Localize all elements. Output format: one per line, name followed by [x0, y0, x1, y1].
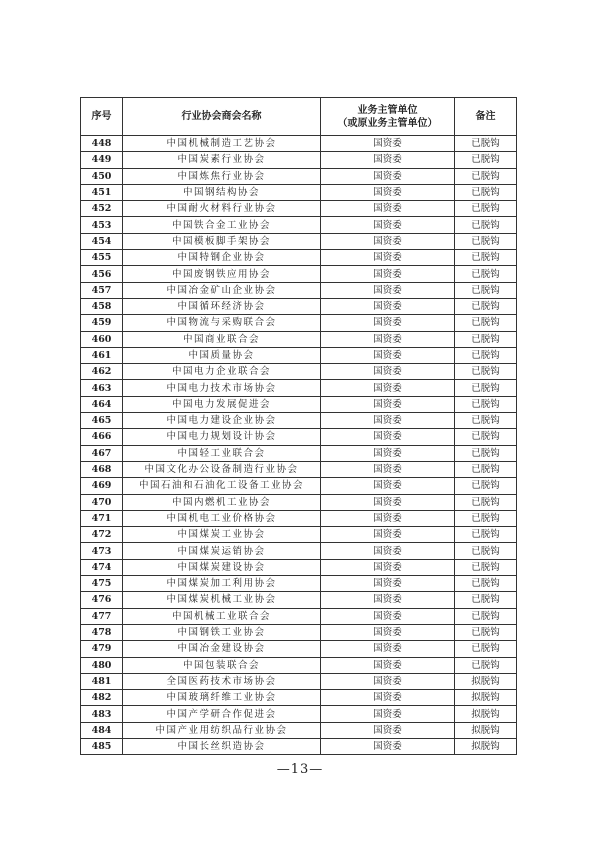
cell-authority: 国资委 [321, 184, 455, 200]
cell-seq: 473 [81, 543, 123, 559]
cell-authority: 国资委 [321, 315, 455, 331]
table-row [81, 445, 517, 461]
cell-name: 中国长丝织造协会 [123, 738, 321, 754]
cell-seq: 465 [81, 413, 123, 429]
cell-name: 中国包装联合会 [123, 657, 321, 673]
cell-name: 中国质量协会 [123, 347, 321, 363]
cell-authority: 国资委 [321, 510, 455, 526]
cell-name: 中国炼焦行业协会 [123, 168, 321, 184]
cell-note: 已脱钩 [455, 413, 517, 429]
cell-seq: 452 [81, 201, 123, 217]
cell-seq: 480 [81, 657, 123, 673]
cell-note: 拟脱钩 [455, 722, 517, 738]
cell-note: 已脱钩 [455, 136, 517, 152]
header-name: 行业协会商会名称 [123, 98, 321, 136]
table-row [81, 527, 517, 543]
cell-note: 已脱钩 [455, 331, 517, 347]
cell-seq: 468 [81, 461, 123, 477]
cell-note: 已脱钩 [455, 543, 517, 559]
cell-name: 中国机电工业价格协会 [123, 510, 321, 526]
cell-name: 中国循环经济协会 [123, 298, 321, 314]
cell-name: 中国煤炭建设协会 [123, 559, 321, 575]
cell-seq: 477 [81, 608, 123, 624]
cell-seq: 482 [81, 690, 123, 706]
cell-name: 中国电力技术市场协会 [123, 380, 321, 396]
cell-name: 中国煤炭机械工业协会 [123, 592, 321, 608]
cell-note: 已脱钩 [455, 461, 517, 477]
cell-note: 已脱钩 [455, 298, 517, 314]
cell-note: 已脱钩 [455, 396, 517, 412]
table-row [81, 624, 517, 640]
cell-name: 中国煤炭运销协会 [123, 543, 321, 559]
cell-authority: 国资委 [321, 282, 455, 298]
cell-note: 已脱钩 [455, 624, 517, 640]
cell-name: 中国文化办公设备制造行业协会 [123, 461, 321, 477]
cell-authority: 国资委 [321, 543, 455, 559]
cell-authority: 国资委 [321, 380, 455, 396]
cell-authority: 国资委 [321, 657, 455, 673]
cell-seq: 456 [81, 266, 123, 282]
cell-note: 已脱钩 [455, 266, 517, 282]
header-seq: 序号 [81, 98, 123, 136]
cell-seq: 449 [81, 152, 123, 168]
cell-authority: 国资委 [321, 266, 455, 282]
cell-note: 已脱钩 [455, 608, 517, 624]
cell-note: 已脱钩 [455, 184, 517, 200]
cell-name: 中国冶金矿山企业协会 [123, 282, 321, 298]
cell-seq: 483 [81, 706, 123, 722]
cell-authority: 国资委 [321, 201, 455, 217]
table-row [81, 543, 517, 559]
cell-name: 中国物流与采购联合会 [123, 315, 321, 331]
table-row [81, 429, 517, 445]
cell-authority: 国资委 [321, 429, 455, 445]
cell-authority: 国资委 [321, 364, 455, 380]
cell-name: 中国玻璃纤维工业协会 [123, 690, 321, 706]
cell-authority: 国资委 [321, 722, 455, 738]
cell-name: 中国石油和石油化工设备工业协会 [123, 478, 321, 494]
cell-name: 中国产业用纺织品行业协会 [123, 722, 321, 738]
cell-authority: 国资委 [321, 347, 455, 363]
table-row [81, 461, 517, 477]
header-authority [321, 98, 455, 136]
cell-name: 中国商业联合会 [123, 331, 321, 347]
table-row [81, 380, 517, 396]
table-row [81, 184, 517, 200]
cell-authority: 国资委 [321, 413, 455, 429]
header-authority-line1: 业务主管单位 [357, 104, 418, 116]
cell-note: 已脱钩 [455, 559, 517, 575]
cell-seq: 471 [81, 510, 123, 526]
cell-name: 中国产学研合作促进会 [123, 706, 321, 722]
cell-seq: 464 [81, 396, 123, 412]
cell-seq: 454 [81, 233, 123, 249]
table-row [81, 478, 517, 494]
table-row [81, 738, 517, 754]
cell-note: 拟脱钩 [455, 706, 517, 722]
cell-note: 已脱钩 [455, 364, 517, 380]
table-header-row [81, 98, 517, 136]
cell-authority: 国资委 [321, 217, 455, 233]
cell-name: 中国煤炭加工利用协会 [123, 576, 321, 592]
table-row [81, 706, 517, 722]
table-row [81, 690, 517, 706]
cell-note: 已脱钩 [455, 250, 517, 266]
table-row [81, 233, 517, 249]
table-row [81, 722, 517, 738]
cell-authority: 国资委 [321, 738, 455, 754]
cell-seq: 451 [81, 184, 123, 200]
association-table [80, 97, 517, 755]
cell-note: 已脱钩 [455, 315, 517, 331]
cell-seq: 485 [81, 738, 123, 754]
cell-note: 拟脱钩 [455, 690, 517, 706]
cell-seq: 472 [81, 527, 123, 543]
cell-note: 已脱钩 [455, 494, 517, 510]
cell-note: 已脱钩 [455, 282, 517, 298]
cell-authority: 国资委 [321, 445, 455, 461]
cell-seq: 463 [81, 380, 123, 396]
cell-name: 中国电力企业联合会 [123, 364, 321, 380]
cell-name: 中国特钢企业协会 [123, 250, 321, 266]
cell-note: 已脱钩 [455, 510, 517, 526]
cell-name: 中国机械工业联合会 [123, 608, 321, 624]
table-row [81, 168, 517, 184]
cell-name: 中国电力建设企业协会 [123, 413, 321, 429]
header-note: 备注 [455, 98, 517, 136]
table-row [81, 592, 517, 608]
table-row [81, 608, 517, 624]
cell-seq: 479 [81, 641, 123, 657]
cell-note: 已脱钩 [455, 168, 517, 184]
cell-authority: 国资委 [321, 461, 455, 477]
cell-seq: 481 [81, 673, 123, 689]
cell-name: 中国钢铁工业协会 [123, 624, 321, 640]
table-row [81, 494, 517, 510]
cell-authority: 国资委 [321, 152, 455, 168]
cell-seq: 470 [81, 494, 123, 510]
cell-name: 中国耐火材料行业协会 [123, 201, 321, 217]
table-row [81, 217, 517, 233]
cell-note: 已脱钩 [455, 152, 517, 168]
cell-note: 已脱钩 [455, 380, 517, 396]
cell-note: 已脱钩 [455, 641, 517, 657]
cell-authority: 国资委 [321, 396, 455, 412]
cell-name: 中国炭素行业协会 [123, 152, 321, 168]
cell-name: 中国废钢铁应用协会 [123, 266, 321, 282]
table-row [81, 510, 517, 526]
table-row [81, 559, 517, 575]
cell-name: 全国医药技术市场协会 [123, 673, 321, 689]
cell-note: 已脱钩 [455, 527, 517, 543]
page-number: —13— [276, 762, 324, 777]
cell-authority: 国资委 [321, 592, 455, 608]
cell-authority: 国资委 [321, 559, 455, 575]
table-row [81, 673, 517, 689]
cell-name: 中国冶金建设协会 [123, 641, 321, 657]
cell-name: 中国内燃机工业协会 [123, 494, 321, 510]
cell-seq: 460 [81, 331, 123, 347]
cell-seq: 474 [81, 559, 123, 575]
table-row [81, 201, 517, 217]
table-row [81, 347, 517, 363]
cell-authority: 国资委 [321, 673, 455, 689]
table-row [81, 657, 517, 673]
cell-authority: 国资委 [321, 233, 455, 249]
cell-seq: 457 [81, 282, 123, 298]
table-row [81, 331, 517, 347]
cell-authority: 国资委 [321, 690, 455, 706]
cell-authority: 国资委 [321, 136, 455, 152]
cell-seq: 467 [81, 445, 123, 461]
cell-authority: 国资委 [321, 608, 455, 624]
cell-seq: 458 [81, 298, 123, 314]
cell-note: 拟脱钩 [455, 738, 517, 754]
cell-authority: 国资委 [321, 250, 455, 266]
cell-seq: 450 [81, 168, 123, 184]
cell-authority: 国资委 [321, 706, 455, 722]
cell-name: 中国模板脚手架协会 [123, 233, 321, 249]
cell-seq: 475 [81, 576, 123, 592]
table-row [81, 282, 517, 298]
cell-seq: 466 [81, 429, 123, 445]
cell-authority: 国资委 [321, 624, 455, 640]
cell-seq: 484 [81, 722, 123, 738]
table-row [81, 250, 517, 266]
cell-note: 已脱钩 [455, 233, 517, 249]
table-row [81, 152, 517, 168]
cell-note: 已脱钩 [455, 576, 517, 592]
cell-note: 拟脱钩 [455, 673, 517, 689]
table-row [81, 396, 517, 412]
cell-authority: 国资委 [321, 298, 455, 314]
cell-name: 中国电力规划设计协会 [123, 429, 321, 445]
cell-seq: 455 [81, 250, 123, 266]
table-body [81, 136, 517, 755]
table-row [81, 413, 517, 429]
cell-seq: 469 [81, 478, 123, 494]
cell-authority: 国资委 [321, 494, 455, 510]
table-row [81, 576, 517, 592]
cell-note: 已脱钩 [455, 217, 517, 233]
cell-seq: 461 [81, 347, 123, 363]
cell-note: 已脱钩 [455, 429, 517, 445]
cell-authority: 国资委 [321, 527, 455, 543]
cell-name: 中国机械制造工艺协会 [123, 136, 321, 152]
table-row [81, 136, 517, 152]
cell-authority: 国资委 [321, 576, 455, 592]
cell-seq: 476 [81, 592, 123, 608]
cell-note: 已脱钩 [455, 445, 517, 461]
cell-seq: 459 [81, 315, 123, 331]
cell-note: 已脱钩 [455, 657, 517, 673]
table-row [81, 364, 517, 380]
cell-seq: 453 [81, 217, 123, 233]
table-row [81, 315, 517, 331]
cell-authority: 国资委 [321, 641, 455, 657]
cell-name: 中国轻工业联合会 [123, 445, 321, 461]
cell-name: 中国电力发展促进会 [123, 396, 321, 412]
cell-seq: 478 [81, 624, 123, 640]
cell-seq: 462 [81, 364, 123, 380]
table-row [81, 266, 517, 282]
table-row [81, 641, 517, 657]
cell-note: 已脱钩 [455, 478, 517, 494]
cell-note: 已脱钩 [455, 592, 517, 608]
cell-note: 已脱钩 [455, 201, 517, 217]
cell-name: 中国钢结构协会 [123, 184, 321, 200]
cell-name: 中国煤炭工业协会 [123, 527, 321, 543]
header-authority-line2: （或原业务主管单位） [337, 117, 438, 129]
cell-authority: 国资委 [321, 478, 455, 494]
cell-authority: 国资委 [321, 168, 455, 184]
cell-note: 已脱钩 [455, 347, 517, 363]
cell-authority: 国资委 [321, 331, 455, 347]
cell-seq: 448 [81, 136, 123, 152]
cell-name: 中国铁合金工业协会 [123, 217, 321, 233]
table-row [81, 298, 517, 314]
